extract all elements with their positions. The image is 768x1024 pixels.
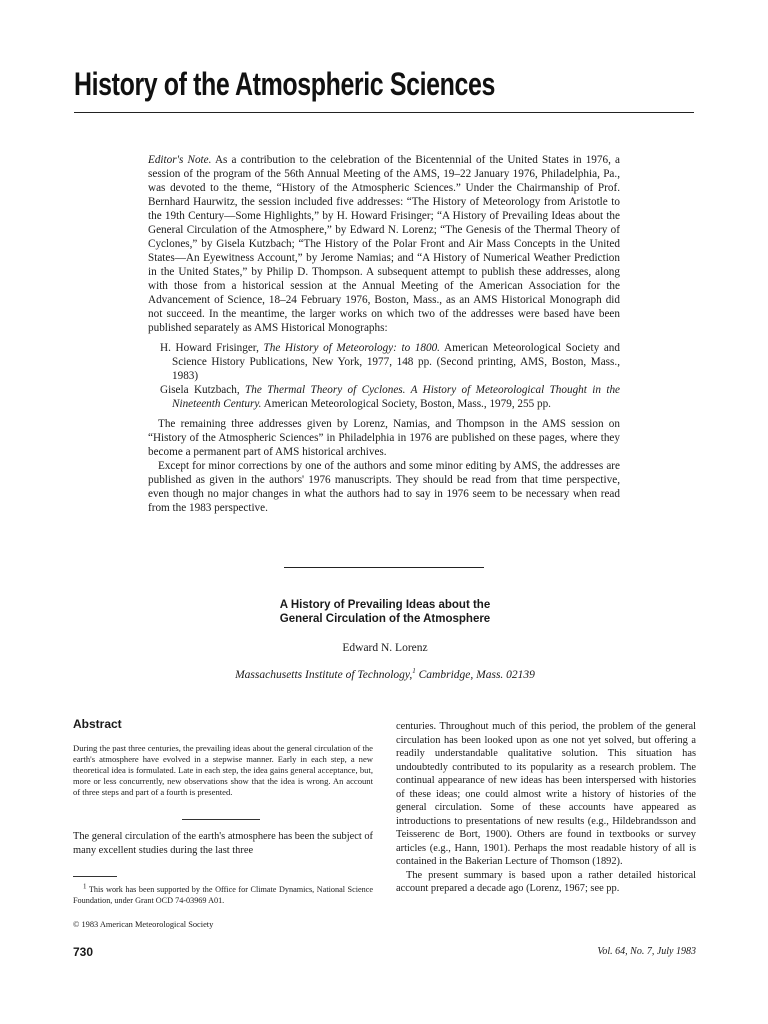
footnote: [73, 882, 373, 906]
page-title: History of the Atmospheric Sciences: [74, 66, 495, 102]
author-affiliation: [150, 669, 620, 681]
editor-note-paragraph: The remaining three addresses given by Lorenz, Namias, and Thompson in the AMS session on “History of the Atmospheric Sciences” in Philadelphia in 1976 are published on these pages, where they become a permanent part of AMS historical archives.: [148, 418, 620, 458]
body-paragraph: centuries. Throughout much of this period, the problem of the general circulation has been looked upon as one not yet solved, but offering a readily understandable qualitative solution. This situation has undoubtedly contributed to its popularity as a research problem. The continual appearance of new ideas has been interspersed with histories of these ideas; one could almost write a history of histories of the general circulation. Some of these accounts have appeared as introductions to presentations of new results (e.g., Hildebrandsson and Teisserenc de Bort, 1900). Others are found in textbooks or survey articles (e.g., Hann, 1901). Perhaps the most readable history of all is contained in the Bakerian Lecture of Thomson (1892).: [396, 721, 696, 867]
editor-note-paragraph: Except for minor corrections by one of the authors and some minor editing by AMS, the addresses are published as given in the authors' 1976 manuscripts. They should be read from that time perspective, even though no major changes in what the authors had to say in 1976 seem to be necessary when read from the 1983 perspective.: [148, 460, 620, 514]
editor-note-label: Editor's Note.: [148, 154, 212, 166]
footnote-text: This work has been supported by the Office for Climate Dynamics, National Science Foundation, under Grant OCD 74-03969 A01.: [73, 885, 373, 905]
page-number: 730: [73, 945, 94, 959]
article-title-line: A History of Prevailing Ideas about the: [279, 599, 491, 611]
monograph-reference-list: [160, 341, 620, 411]
reference-author: Gisela Kutzbach,: [160, 384, 240, 396]
reference-details: American Meteorological Society and Science History Publications, New York, 1977, 148 pp. (Second printing, AMS, Boston, Mass., 1983): [172, 342, 620, 382]
reference-title: The History of Meteorology: to 1800.: [263, 342, 440, 354]
article-author: Edward N. Lorenz: [342, 642, 428, 654]
reference-author: H. Howard Frisinger,: [160, 342, 259, 354]
abstract-divider: [182, 819, 260, 820]
reference-title: The Thermal Theory of Cyclones. A History of Meteorological Thought in the Nineteenth Century.: [172, 384, 620, 410]
copyright-notice: © 1983 American Meteorological Society: [73, 920, 214, 929]
footnote-marker: 1: [412, 667, 416, 676]
footnote-divider: [73, 876, 117, 877]
body-text-right-column: [396, 720, 696, 896]
journal-reference: Vol. 64, No. 7, July 1983: [597, 946, 696, 957]
title-rule: [74, 112, 694, 113]
section-divider: [284, 567, 484, 568]
abstract-heading: Abstract: [73, 717, 122, 731]
body-paragraph: The present summary is based upon a rather detailed historical account prepared a decade ago (Lorenz, 1967; see pp.: [396, 869, 696, 894]
editor-note-paragraph: [148, 153, 620, 335]
monograph-reference: [160, 341, 620, 383]
footnote-marker: 1: [83, 882, 87, 891]
monograph-reference: [160, 383, 620, 411]
affiliation-institution: Massachusetts Institute of Technology,: [235, 669, 413, 681]
abstract-text: During the past three centuries, the prevailing ideas about the general circulation of the earth's atmosphere have evolved in a stepwise manner. Early in each step, a new theoretical idea is formulated. Late in each step, the idea gains general acceptance, but, more or less concurrently, new observations show that the idea is wrong. An account of three steps and part of a fourth is presented.: [73, 743, 373, 797]
article-title: [200, 598, 570, 626]
editor-note: [148, 153, 620, 515]
reference-details: American Meteorological Society, Boston, Mass., 1979, 255 pp.: [263, 398, 551, 410]
article-title-line: General Circulation of the Atmosphere: [279, 613, 491, 625]
body-text-left-column: The general circulation of the earth's atmosphere has been the subject of many excellent studies during the last three: [73, 831, 373, 856]
affiliation-place: Cambridge, Mass. 02139: [418, 669, 535, 681]
editor-note-text: As a contribution to the celebration of the Bicentennial of the United States in 1976, a session of the program of the 56th Annual Meeting of the AMS, 19–22 January 1976, Philadelphia, Pa., was devoted to the theme, “History of the Atmospheric Sciences.” Under the Chairmanship of Prof. Bernhard Haurwitz, the session included five addresses: “The History of Meteorology from Aristotle to the 19th Century—Some Highlights,” by H. Howard Frisinger; “A History of Prevailing Ideas about the General Circulation of the Atmosphere,” by Edward N. Lorenz; “The Genesis of the Thermal Theory of Cyclones,” by Gisela Kutzbach; “The History of the Polar Front and Air Mass Concepts in the United States—An Eyewitness Account,” by Jerome Namias; and “A History of Numerical Weather Prediction in the United States,” by Philip D. Thompson. A subsequent attempt to publish these addresses, along with those from a historical session at the Annual Meeting of the American Association for the Advancement of Science, 18–24 February 1976, Boston, Mass., as an AMS Historical Monograph did not succeed. In the meantime, the larger works on which two of the addresses were based have been published separately as AMS Historical Monographs:: [148, 154, 620, 334]
